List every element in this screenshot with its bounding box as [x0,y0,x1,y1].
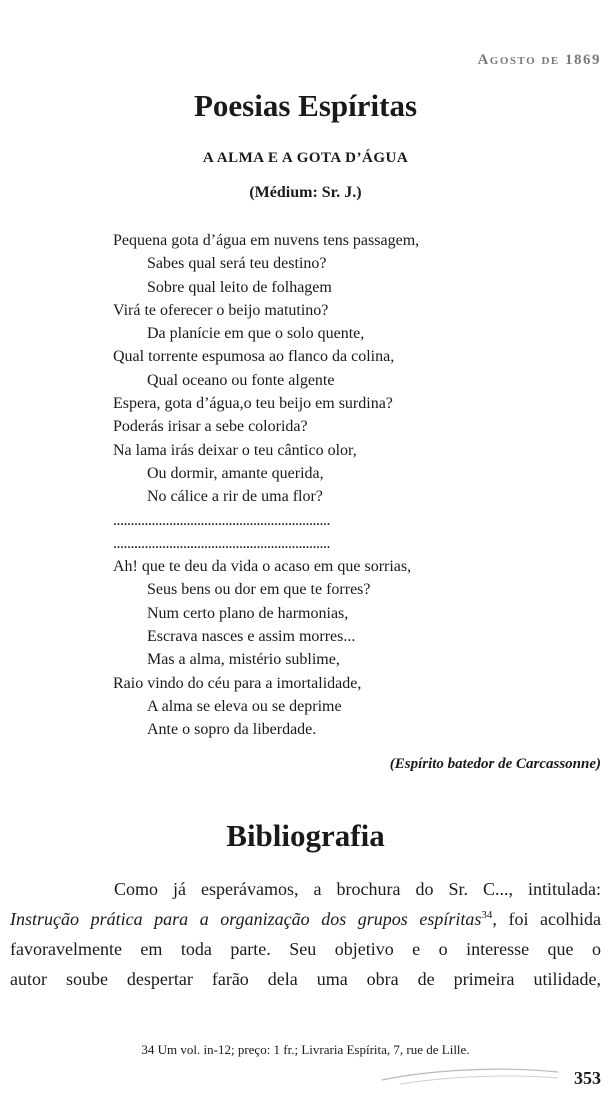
poem-attribution: (Espírito batedor de Carcassonne) [389,756,601,772]
poem-line: Poderás irisar a sebe colorida? [113,418,308,436]
paragraph-line: favoravelmente em toda parte. Seu objetivo e o interesse que o [10,939,601,959]
poem-line: Raio vindo do céu para a imortalidade, [113,674,362,692]
poem-line: Seus bens ou dor em que te forres? [147,581,371,599]
ellipsis-line: .............................................................. [113,534,330,552]
poem-line: Virá te oferecer o beijo matutino? [113,301,329,319]
poem-line: Ah! que te deu da vida o acaso em que sorrias, [113,558,412,576]
footnote-ref[interactable]: 34 [481,909,493,921]
page-title: Poesias Espíritas [193,88,418,123]
paragraph-line: Como já esperávamos, a brochura do Sr. C..., intitulada: [114,879,601,899]
poem-line: Escrava nasces e assim morres... [147,628,356,646]
paragraph-line: autor soube despertar farão dela uma obra de primeira utilidade, [10,969,601,989]
paragraph-text: , foi acolhida [492,909,601,929]
poem-line: Da planície em que o solo quente, [147,325,365,343]
poem-line: Espera, gota d’água,o teu beijo em surdina? [113,395,393,413]
paragraph-line [10,904,601,934]
poem-line: Qual torrente espumosa ao flanco da colina, [113,348,395,366]
poem-line: Ante o sopro da liberdade. [147,721,317,739]
section-title: Bibliografia [226,818,385,853]
page-number: 353 [574,1068,601,1088]
poem-body [113,229,553,742]
poem-line: Sobre qual leito de folhagem [147,278,332,296]
book-title: Instrução prática para a organização dos grupos espíritas [10,909,482,929]
medium-note: (Médium: Sr. J.) [249,184,362,201]
poem-line: Qual oceano ou fonte algente [147,371,335,389]
poem-title: A ALMA E A GOTA D’ÁGUA [202,150,409,166]
poem-line: A alma se eleva ou se deprime [147,697,342,715]
poem-line: Ou dormir, amante querida, [147,464,324,482]
poem-line: No cálice a rir de uma flor? [147,488,323,506]
running-head: Agosto de 1869 [477,52,601,68]
footnote: 34 Um vol. in-12; preço: 1 fr.; Livraria Espírita, 7, rue de Lille. [141,1042,470,1057]
poem-line: Na lama irás deixar o teu cântico olor, [113,441,357,459]
poem-line: Mas a alma, mistério sublime, [147,651,340,669]
poem-line: Sabes qual será teu destino? [147,255,327,273]
poem-line: Num certo plano de harmonias, [147,604,349,622]
ellipsis-line: .............................................................. [113,511,330,529]
bibliography-paragraph [10,874,601,994]
poem-line: Pequena gota d’água em nuvens tens passagem, [113,232,420,249]
page-ornament-icon [380,1060,560,1090]
